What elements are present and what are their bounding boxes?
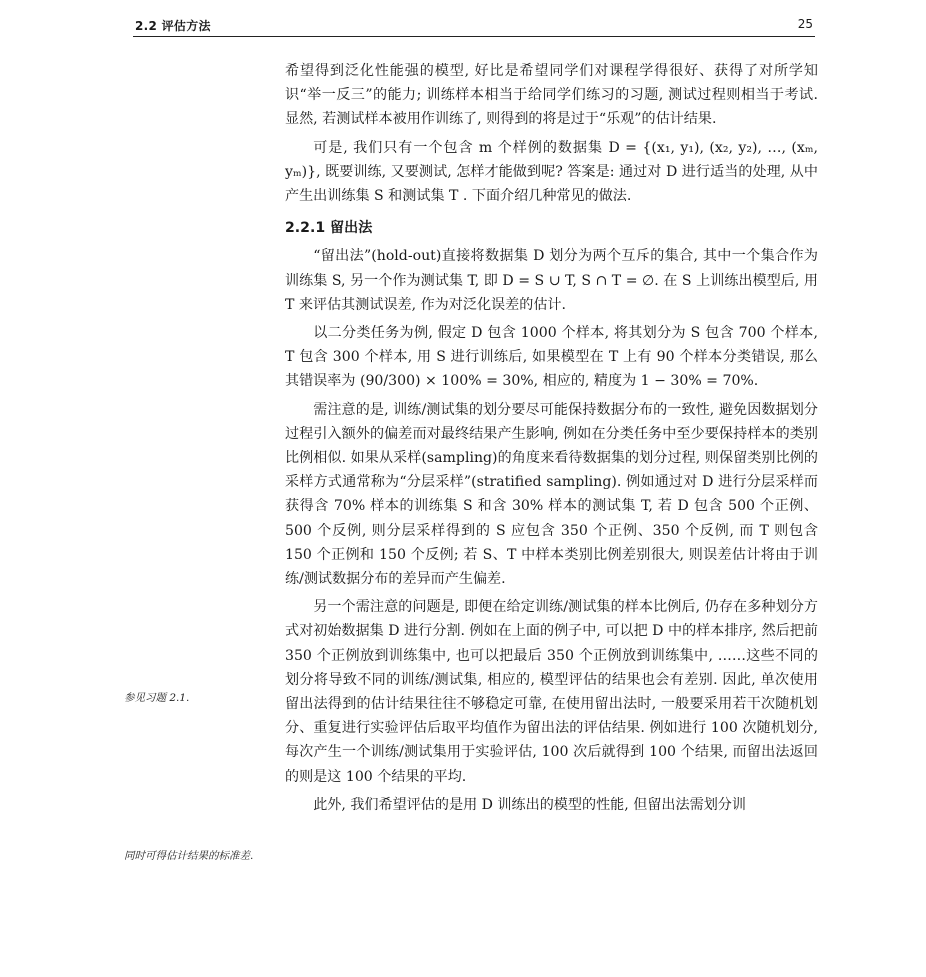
- paragraph: “留出法”(hold-out)直接将数据集 D 划分为两个互斥的集合, 其中一个集合作为训练集 S, 另一个作为测试集 T, 即 D = S ∪ T, S ∩ T = ∅. 在 S 上训练出模型后, 用 T 来评估其测试误差, 作为对泛化误差的估计.: [285, 248, 818, 313]
- paragraph: 另一个需注意的问题是, 即便在给定训练/测试集的样本比例后, 仍存在多种划分方式对初始数据集 D 进行分割. 例如在上面的例子中, 可以把 D 中的样本排序, 然后把前 350 个正例放到训练集中, 也可以把最后 350 个正例放到训练集中, ……这些不同的划分将导致不同的训练/测试集, 相应的, 模型评估的结果也会有差别. 因此, 单次使用留出法得到的估计结果往往不够稳定可靠, 在使用留出法时, 一般要采用若干次随机划分、重复进行实验评估后取平均值作为留出法的评估结果. 例如进行 100 次随机划分, 每次产生一个训练/测试集用于实验评估, 100 次后就得到 100 个结果, 而留出法返回的则是这 100 个结果的平均.: [285, 599, 818, 785]
- running-header: [133, 14, 815, 37]
- paragraph: 可是, 我们只有一个包含 m 个样例的数据集 D = {(x₁, y₁), (x₂, y₂), …, (xₘ, yₘ)}, 既要训练, 又要测试, 怎样才能做到呢? 答案是: 通过对 D 进行适当的处理, 从中产生出训练集 S 和测试集 T . 下面介绍几种常见的做法.: [285, 139, 818, 205]
- section-title: 2.2 评估方法: [135, 19, 211, 33]
- margin-note: 参见习题 2.1.: [124, 692, 190, 704]
- paragraph: 以二分类任务为例, 假定 D 包含 1000 个样本, 将其划分为 S 包含 700 个样本, T 包含 300 个样本, 用 S 进行训练后, 如果模型在 T 上有 90 个样本分类错误, 那么其错误率为 (90/300) × 100% = 30%, 相应的, 精度为 1 − 30% = 70%.: [285, 325, 818, 390]
- paragraph: 需注意的是, 训练/测试集的划分要尽可能保持数据分布的一致性, 避免因数据划分过程引入额外的偏差而对最终结果产生影响, 例如在分类任务中至少要保持样本的类别比例相似. 如果从采样(sampling)的角度来看待数据集的划分过程, 则保留类别比例的采样方式通常称为“分层采样”(stratified sampling). 例如通过对 D 进行分层采样而获得含 70% 样本的训练集 S 和含 30% 样本的测试集 T, 若 D 包含 500 个正例、500 个反例, 则分层采样得到的 S 应包含 350 个正例、350 个反例, 而 T 则包含 150 个正例和 150 个反例; 若 S、T 中样本类别比例差别很大, 则误差估计将由于训练/测试数据分布的差异而产生偏差.: [285, 401, 818, 588]
- margin-note: 同时可得估计结果的标准差.: [124, 850, 254, 862]
- main-text: [285, 59, 818, 817]
- page-number: 25: [797, 17, 813, 31]
- paragraph: 此外, 我们希望评估的是用 D 训练出的模型的性能, 但留出法需划分训: [313, 796, 746, 813]
- section-heading: 2.2.1 留出法: [285, 220, 373, 237]
- paragraph: 希望得到泛化性能强的模型, 好比是希望同学们对课程学得很好、获得了对所学知识“举一反三”的能力; 训练样本相当于给同学们练习的习题, 测试过程则相当于考试. 显然, 若测试样本被用作训练了, 则得到的将是过于“乐观”的估计结果.: [285, 63, 818, 128]
